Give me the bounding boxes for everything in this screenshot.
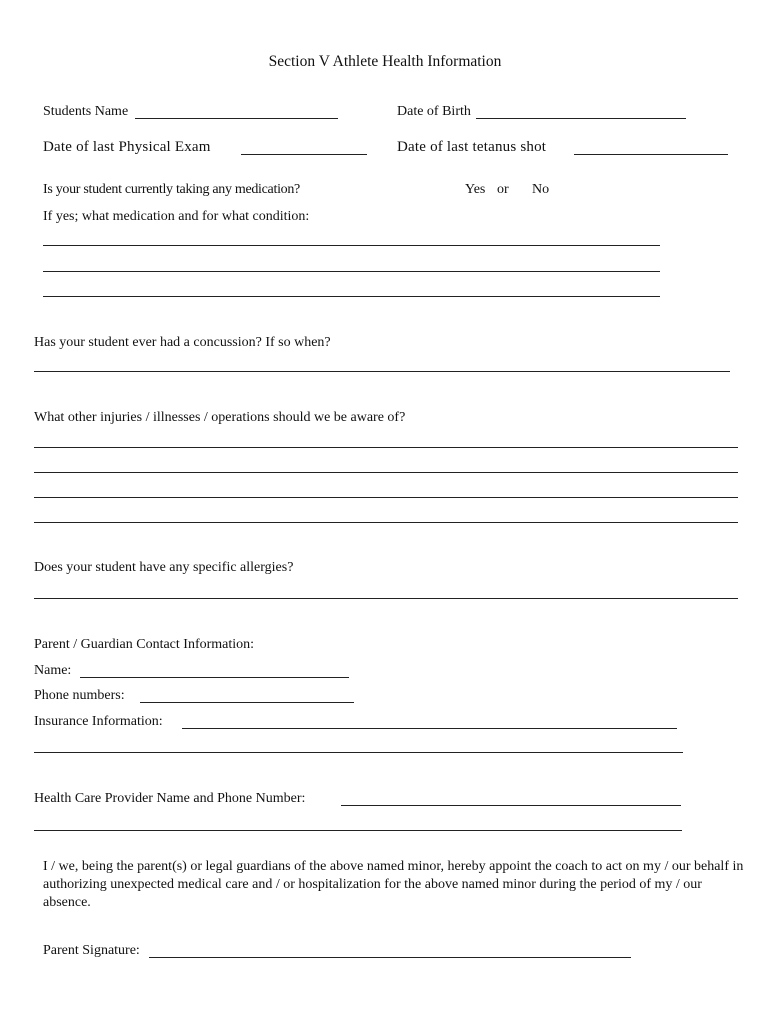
physical-exam-field[interactable] (241, 154, 367, 155)
provider-line-2[interactable] (34, 830, 682, 831)
concussion-question: Has your student ever had a concussion? If so when? (34, 335, 331, 350)
injuries-question: What other injuries / illnesses / operations should we be aware of? (34, 410, 406, 425)
or-text: or (497, 182, 509, 197)
insurance-line-2[interactable] (34, 752, 683, 753)
medication-line-3[interactable] (43, 296, 660, 297)
provider-label: Health Care Provider Name and Phone Number: (34, 791, 306, 806)
injuries-line-1[interactable] (34, 447, 738, 448)
physical-exam-label: Date of last Physical Exam (43, 139, 211, 155)
injuries-line-3[interactable] (34, 497, 738, 498)
injuries-line-2[interactable] (34, 472, 738, 473)
dob-label: Date of Birth (397, 104, 471, 119)
tetanus-field[interactable] (574, 154, 728, 155)
medication-line-1[interactable] (43, 245, 660, 246)
phone-label: Phone numbers: (34, 688, 125, 703)
authorization-text: I / we, being the parent(s) or legal guardians of the above named minor, hereby appoint the coach to act on my / our behalf in authorizing unexpected medical care and / or hospitalization for the above named minor during the period of my / our absence. (43, 859, 744, 910)
medication-line-2[interactable] (43, 271, 660, 272)
students-name-field[interactable] (135, 118, 338, 119)
signature-label: Parent Signature: (43, 943, 140, 958)
no-option[interactable]: No (532, 182, 550, 197)
provider-field[interactable] (341, 805, 681, 806)
dob-field[interactable] (476, 118, 686, 119)
allergies-line[interactable] (34, 598, 738, 599)
insurance-field[interactable] (182, 728, 677, 729)
concussion-line[interactable] (34, 371, 730, 372)
signature-field[interactable] (149, 957, 631, 958)
injuries-line-4[interactable] (34, 522, 738, 523)
parent-name-label: Name: (34, 663, 72, 678)
allergies-question: Does your student have any specific allergies? (34, 560, 294, 575)
phone-field[interactable] (140, 702, 354, 703)
tetanus-label: Date of last tetanus shot (397, 139, 547, 155)
page-title: Section V Athlete Health Information (268, 53, 502, 70)
insurance-label: Insurance Information: (34, 714, 163, 729)
students-name-label: Students Name (43, 104, 129, 119)
medication-question: Is your student currently taking any medication? (43, 182, 300, 197)
yes-option[interactable]: Yes (465, 182, 486, 197)
medication-followup: If yes; what medication and for what condition: (43, 209, 310, 224)
parent-contact-heading: Parent / Guardian Contact Information: (34, 637, 255, 652)
parent-name-field[interactable] (80, 677, 349, 678)
